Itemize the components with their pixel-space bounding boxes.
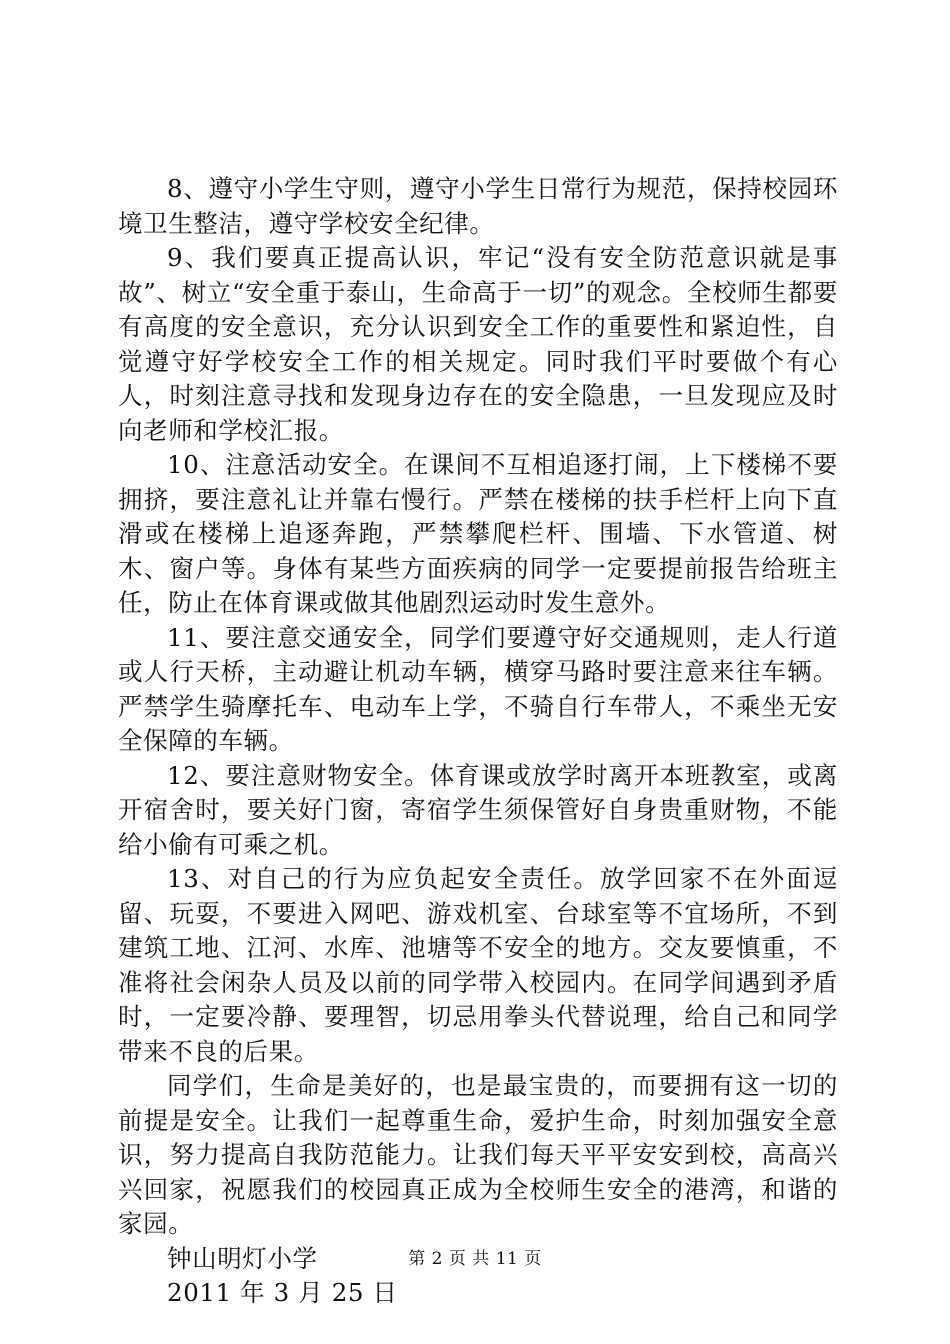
- signature-date: 2011 年 3 月 25 日: [167, 1278, 398, 1307]
- closing-paragraph: 同学们，生命是美好的，也是最宝贵的，而要拥有这一切的前提是安全。让我们一起尊重生命，爱护生命，时刻加强安全意识，努力提高自我防范能力。让我们每天平平安安到校，高高兴兴回家，祝愿我们的校园真正成为全校师生安全的港湾，和谐的家园。: [118, 1071, 838, 1238]
- paragraph-item-13: 13、对自己的行为应负起安全责任。放学回家不在外面逗留、玩耍，不要进入网吧、游戏机室、台球室等不宜场所，不到建筑工地、江河、水库、池塘等不安全的地方。交友要慎重，不准将社会闲杂人员及以前的同学带入校园内。在同学间遇到矛盾时，一定要冷静、要理智，切忌用拳头代替说理，给自己和同学带来不良的后果。: [118, 864, 838, 1066]
- paragraph-item-10: 10、注意活动安全。在课间不互相追逐打闹，上下楼梯不要拥挤，要注意礼让并靠右慢行。严禁在楼梯的扶手栏杆上向下直滑或在楼梯上追逐奔跑，严禁攀爬栏杆、围墙、下水管道、树木、窗户等。身体有某些方面疾病的同学一定要提前报告给班主任，防止在体育课或做其他剧烈运动时发生意外。: [118, 450, 838, 617]
- paragraph-item-11: 11、要注意交通安全，同学们要遵守好交通规则，走人行道或人行天桥，主动避让机动车辆，横穿马路时要注意来往车辆。严禁学生骑摩托车、电动车上学，不骑自行车带人，不乘坐无安全保障的车辆。: [118, 622, 838, 755]
- paragraph-item-8: 8、遵守小学生守则，遵守小学生日常行为规范，保持校园环境卫生整洁，遵守学校安全纪律。: [118, 174, 838, 238]
- page-number-footer: 第 2 页 共 11 页: [408, 1249, 542, 1269]
- paragraph-item-9: 9、我们要真正提高认识，牢记“没有安全防范意识就是事故”、树立“安全重于泰山，生命高于一切”的观念。全校师生都要有高度的安全意识，充分认识到安全工作的重要性和紧迫性，自觉遵守好学校安全工作的相关规定。同时我们平时要做个有心人，时刻注意寻找和发现身边存在的安全隐患，一旦发现应及时向老师和学校汇报。: [118, 243, 838, 445]
- paragraph-item-12: 12、要注意财物安全。体育课或放学时离开本班教室，或离开宿舍时，要关好门窗，寄宿学生须保管好自身贵重财物，不能给小偷有可乘之机。: [118, 760, 838, 859]
- signature-school: 钟山明灯小学: [167, 1243, 318, 1273]
- document-body: [118, 172, 838, 1311]
